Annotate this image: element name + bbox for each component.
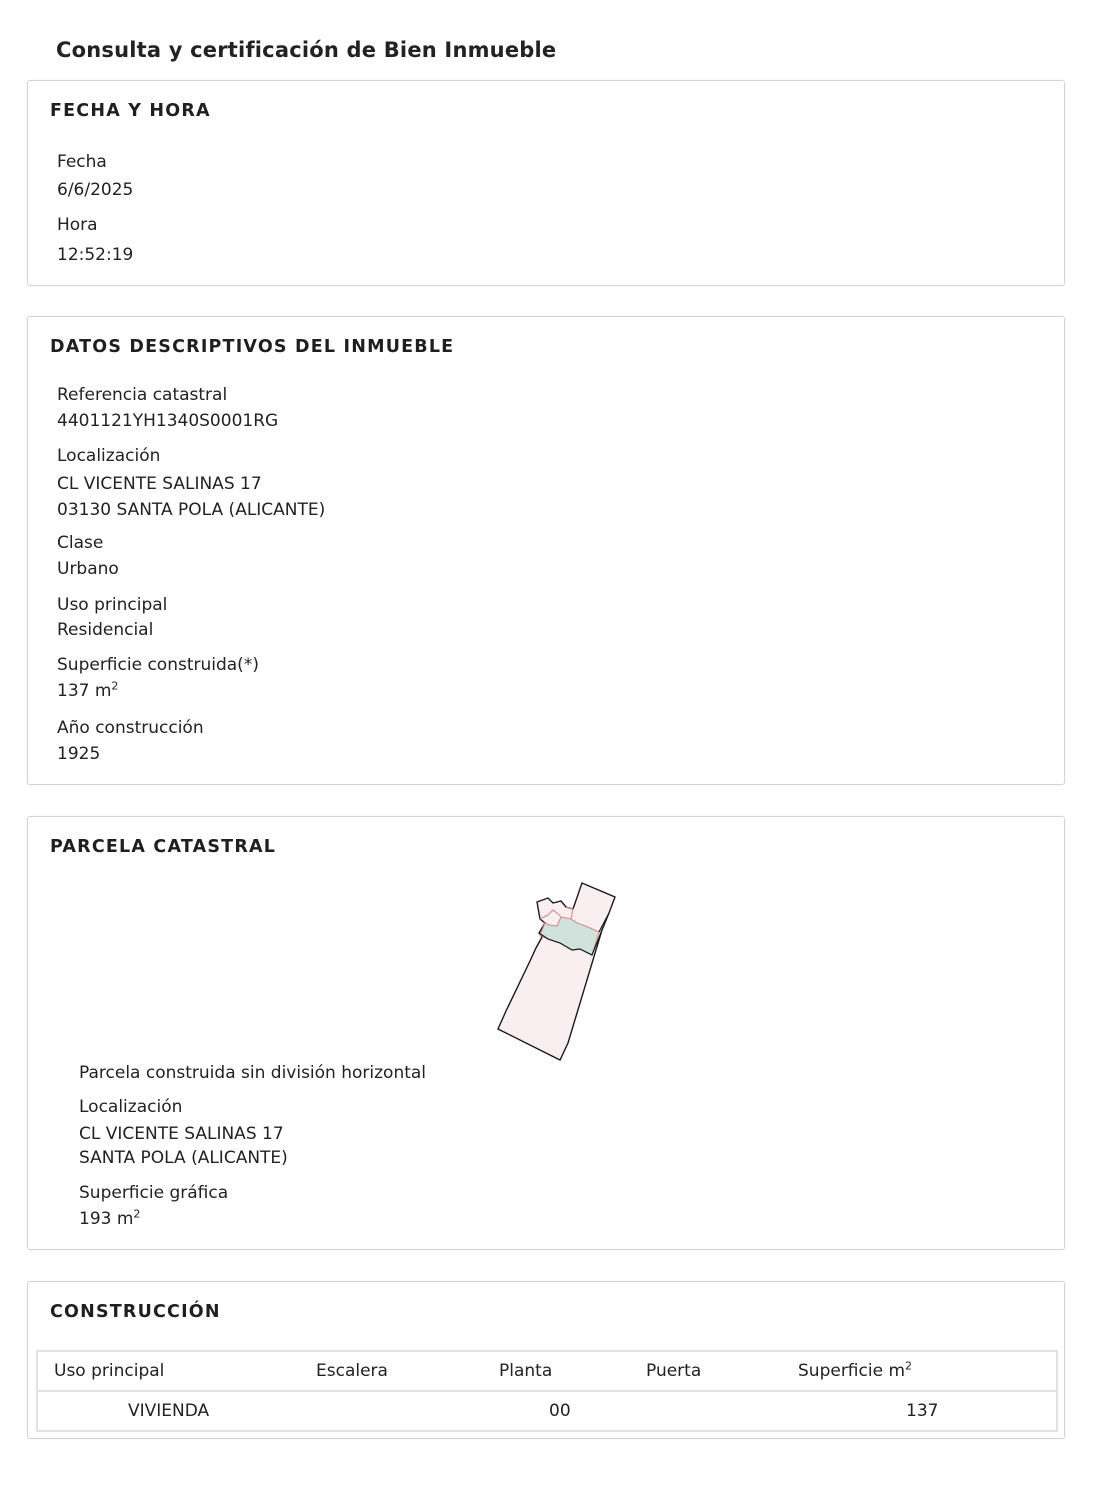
superficie-value: [57, 681, 118, 701]
row-uso: VIVIENDA: [128, 1401, 210, 1421]
row-planta: 00: [549, 1401, 571, 1421]
col-superficie-header-text: Superficie m: [798, 1361, 906, 1381]
table-header-row: [38, 1352, 1056, 1392]
fecha-hora-heading: FECHA Y HORA: [50, 101, 211, 121]
uso-label: Uso principal: [57, 595, 168, 615]
page-title: Consulta y certificación de Bien Inmueble: [56, 38, 557, 62]
parcel-outline: [498, 883, 615, 1060]
construccion-table: [36, 1350, 1058, 1432]
superficie-unit-sup: 2: [111, 679, 119, 693]
datos-panel: [27, 316, 1065, 785]
parcela-superficie-number: 193 m: [79, 1209, 134, 1229]
col-escalera-header: Escalera: [316, 1361, 388, 1381]
localizacion-line2: 03130 SANTA POLA (ALICANTE): [57, 500, 326, 520]
anio-value: 1925: [57, 744, 101, 764]
parcela-superficie-unit-sup: 2: [133, 1207, 141, 1221]
col-planta-header: Planta: [499, 1361, 553, 1381]
col-superficie-header-sup: 2: [905, 1359, 913, 1373]
table-row: [38, 1392, 1056, 1430]
referencia-label: Referencia catastral: [57, 385, 228, 405]
datos-heading: DATOS DESCRIPTIVOS DEL INMUEBLE: [50, 337, 455, 357]
localizacion-label: Localización: [57, 446, 161, 466]
anio-label: Año construcción: [57, 718, 204, 738]
superficie-label: Superficie construida(*): [57, 655, 259, 675]
parcela-localizacion-line1: CL VICENTE SALINAS 17: [79, 1124, 284, 1144]
parcela-superficie-label: Superficie gráfica: [79, 1183, 229, 1203]
clase-label: Clase: [57, 533, 104, 553]
col-puerta-header: Puerta: [646, 1361, 702, 1381]
referencia-value: 4401121YH1340S0001RG: [57, 411, 279, 431]
parcela-localizacion-line2: SANTA POLA (ALICANTE): [79, 1148, 288, 1168]
col-uso-header: Uso principal: [54, 1361, 165, 1381]
col-superficie-header: [798, 1361, 912, 1381]
fecha-label: Fecha: [57, 152, 107, 172]
construccion-panel: [27, 1281, 1065, 1439]
hora-label: Hora: [57, 215, 98, 235]
parcel-map: [468, 875, 658, 1065]
hora-value: 12:52:19: [57, 245, 134, 265]
parcela-heading: PARCELA CATASTRAL: [50, 837, 277, 857]
localizacion-line1: CL VICENTE SALINAS 17: [57, 474, 262, 494]
parcela-localizacion-label: Localización: [79, 1097, 183, 1117]
parcela-superficie-value: [79, 1209, 140, 1229]
construccion-heading: CONSTRUCCIÓN: [50, 1302, 221, 1322]
superficie-number: 137 m: [57, 681, 112, 701]
uso-value: Residencial: [57, 620, 154, 640]
fecha-hora-panel: [27, 80, 1065, 286]
fecha-value: 6/6/2025: [57, 180, 134, 200]
parcela-panel: [27, 816, 1065, 1250]
row-superficie: 137: [906, 1401, 939, 1421]
parcela-tipo: Parcela construida sin división horizontal: [79, 1063, 427, 1083]
clase-value: Urbano: [57, 559, 119, 579]
